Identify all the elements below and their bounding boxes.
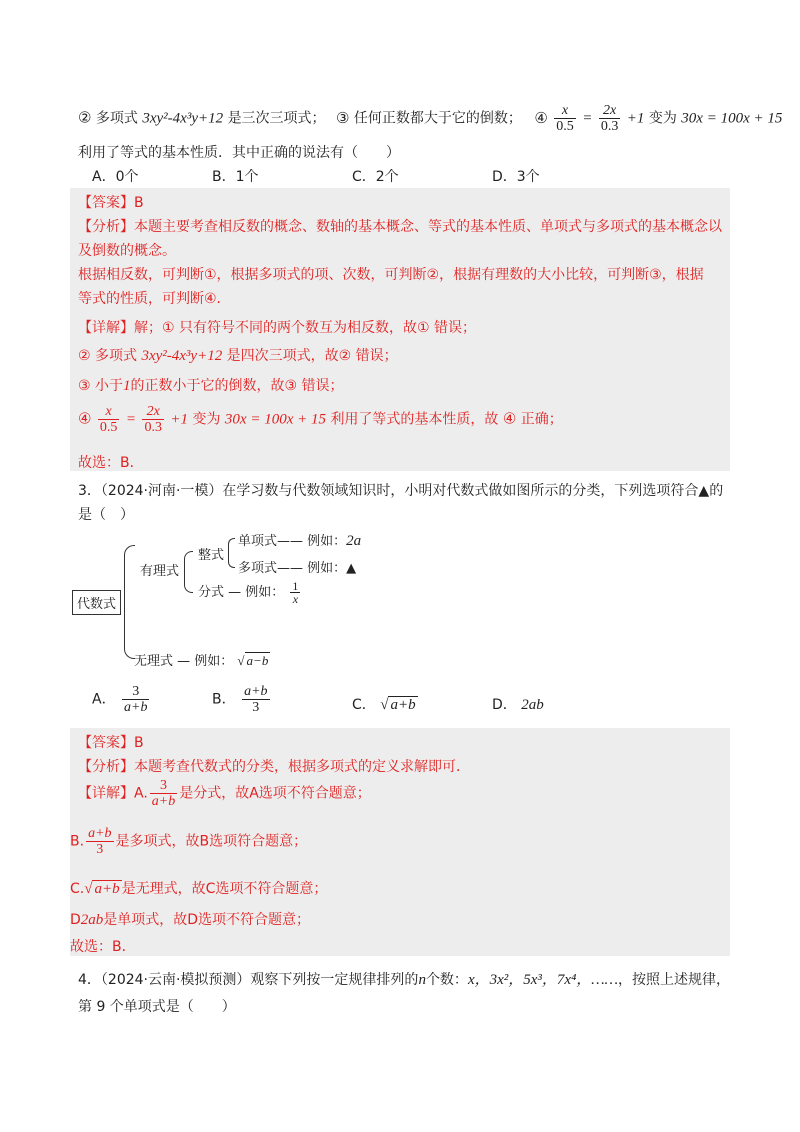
- diagram-root: 代数式: [72, 590, 121, 615]
- diagram-fraction: [198, 580, 302, 605]
- diagram-rational: 有理式: [140, 564, 180, 579]
- math-expr: √ a+b: [84, 881, 120, 897]
- detail-line: 【详解】解；① 只有符号不同的两个数互为相反数，故① 错误；: [78, 320, 477, 336]
- fraction: $\frac{x}{0.5}$: [556, 103, 574, 134]
- text: D．: [492, 697, 517, 713]
- label-4: ④: [78, 409, 92, 428]
- text: 是多项式，故B选项符合题意；: [115, 833, 308, 850]
- label-4: ④: [534, 108, 548, 127]
- text: 单项式—— 例如：: [238, 534, 347, 549]
- fraction: $\frac{1}{x}$: [292, 579, 299, 606]
- math-expr: √ a+b: [380, 697, 416, 713]
- q2-statement-line: ② 多项式 3xy²-4x³y+12 是三次三项式； ③ 任何正数都大于它的倒数； ④ $\frac{x}{0.5}$ = $\frac{2x}{0.3}$ +1 变为 30x = 100x + 15: [78, 103, 783, 134]
- label-2: ②: [78, 108, 92, 127]
- math-expr: 3xy²-4x³y+12: [141, 348, 223, 364]
- brace-rational: [184, 551, 193, 593]
- text: B.: [70, 833, 85, 850]
- text: 多项式: [95, 110, 138, 127]
- answer-box-q2: [70, 188, 730, 471]
- math-expr: 2ab: [80, 912, 104, 928]
- text: D: [70, 912, 81, 928]
- q2-option-a: A．0个: [92, 169, 139, 185]
- math-expr: √ a−b: [237, 653, 269, 668]
- text: 【详解】A.: [78, 785, 148, 802]
- text: 任何正数都大于它的倒数；: [353, 110, 522, 127]
- analysis-line: 【分析】本题考查代数式的分类，根据多项式的定义求解即可．: [78, 759, 470, 775]
- math-expr: 2ab: [521, 697, 544, 713]
- diagram-irrational: [134, 650, 270, 669]
- q3-option-d: [492, 694, 544, 714]
- text: 多项式—— 例如：: [238, 561, 347, 576]
- q3-option-b: [212, 684, 272, 715]
- fraction: $\frac{2x}{0.3}$: [600, 103, 619, 134]
- text: 是单项式，故D选项不符合题意；: [103, 912, 311, 928]
- text: ③ 小于: [78, 378, 124, 394]
- detail-line-d: [70, 909, 310, 929]
- analysis-line: 及倒数的概念。: [78, 243, 176, 259]
- q4-line2: 第 9 个单项式是（ ）: [78, 999, 236, 1015]
- text: 是四次三项式，故② 错误；: [226, 348, 398, 364]
- text: 是三次三项式；: [227, 110, 326, 127]
- brace-root: [124, 545, 135, 659]
- fraction: $\frac{3}{a+b}$: [124, 684, 148, 715]
- text: 个数：: [425, 972, 468, 988]
- math-expr: 30x = 100x + 15: [681, 110, 783, 127]
- text: 是分式，故A选项不符合题意；: [179, 785, 371, 802]
- fraction: $\frac{x}{0.5}$: [99, 404, 118, 435]
- math-expr: 1: [123, 378, 131, 394]
- analysis-line: 【分析】本题主要考查相反数的概念、数轴的基本概念、等式的基本性质、单项式与多项式的基本概念以: [78, 219, 722, 235]
- text: A．: [92, 691, 116, 708]
- fraction: $\frac{a+b}{3}$: [244, 684, 268, 715]
- text: 分式 — 例如：: [198, 585, 285, 600]
- text: 利用了等式的基本性质，故: [330, 411, 499, 428]
- detail-line-4: ④ $\frac{x}{0.5}$ = $\frac{2x}{0.3}$ +1 变为 30x = 100x + 15 利用了等式的基本性质，故 ④ 正确；: [78, 404, 563, 435]
- label-4: ④: [502, 409, 517, 428]
- math-expr: 3xy²-4x³y+12: [142, 110, 224, 127]
- q4-line1: [78, 968, 730, 989]
- answer-line: 【答案】B: [78, 735, 144, 751]
- diagram-integral: 整式: [198, 548, 225, 563]
- answer-line: 【答案】B: [78, 195, 144, 211]
- text: 无理式 — 例如：: [134, 654, 234, 669]
- fraction: $\frac{a+b}{3}$: [88, 826, 112, 857]
- diagram-monomial: [238, 530, 361, 550]
- choose-line: 故选：B．: [70, 939, 136, 955]
- q3-line1: 3．（2024·河南·一模）在学习数与代数领域知识时，小明对代数式做如图所示的分类，下列选项符合▲的: [78, 483, 724, 499]
- analysis-line: 根据相反数，可判断①，根据多项式的项、次数，可判断②，根据有理数的大小比较，可判断③，根据: [78, 267, 704, 283]
- text: C．: [352, 697, 376, 713]
- triangle-icon: ▲: [346, 561, 357, 576]
- detail-line-a: [78, 778, 371, 809]
- diagram-polynomial: [238, 557, 356, 576]
- q2-option-b: B．1个: [212, 169, 259, 185]
- q3-line2: 是（ ）: [78, 507, 134, 523]
- analysis-line: 等式的性质，可判断④．: [78, 291, 231, 307]
- text: 变为: [192, 411, 221, 428]
- answer-box-q3: [70, 728, 730, 956]
- text: 的正数小于它的倒数，故③ 错误；: [130, 378, 344, 394]
- text: C.: [70, 881, 85, 897]
- text: ② 多项式: [78, 348, 138, 364]
- text: B．: [212, 691, 236, 708]
- text: ，按照上述规律，: [617, 972, 730, 988]
- math-expr: +1: [626, 110, 645, 127]
- text: 变为: [648, 110, 677, 127]
- detail-line-2: [78, 345, 398, 365]
- fraction: $\frac{3}{a+b}$: [151, 778, 176, 809]
- detail-line-b: [70, 826, 307, 857]
- brace-integral: [228, 538, 235, 568]
- text: 正确；: [520, 411, 563, 428]
- q2-line2: 利用了等式的基本性质．其中正确的说法有（ ）: [78, 145, 400, 161]
- text: 4．（2024·云南·模拟预测）观察下列按一定规律排列的: [78, 972, 419, 988]
- math-expr: 2a: [346, 533, 362, 549]
- math-expr: n: [418, 972, 426, 988]
- text: 是无理式，故C选项不符合题意；: [121, 881, 328, 897]
- q2-option-c: C．2个: [352, 169, 399, 185]
- q3-option-a: [92, 684, 151, 715]
- q2-option-d: D．3个: [492, 169, 540, 185]
- fraction: $\frac{2x}{0.3}$: [144, 404, 162, 435]
- choose-line: 故选：B．: [78, 455, 144, 471]
- math-expr: x，3x²，5x³，7x⁴，……: [467, 972, 618, 988]
- label-3: ③: [336, 108, 350, 127]
- detail-line-c: [70, 878, 327, 898]
- math-expr: 30x = 100x + 15: [224, 411, 326, 428]
- q3-option-c: [352, 694, 418, 714]
- detail-line-3: [78, 375, 344, 395]
